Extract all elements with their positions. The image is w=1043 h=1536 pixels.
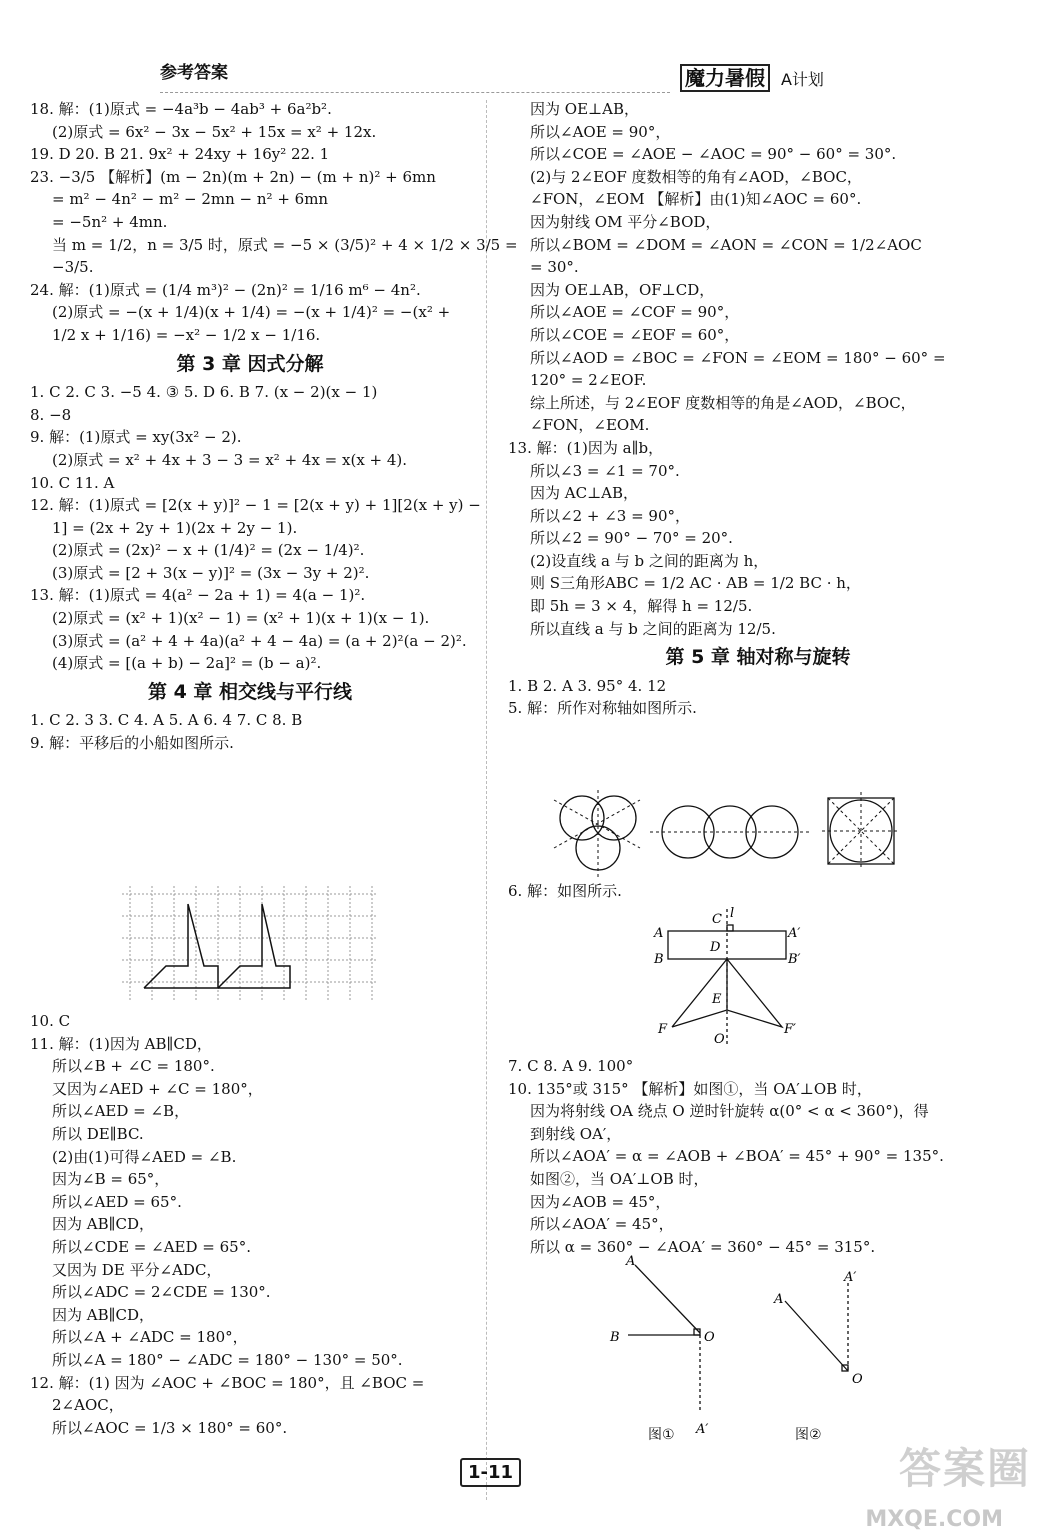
answer-line: 因为∠AOB = 45°，	[530, 1192, 671, 1211]
answer-line: ∠FON，∠EOM 【解析】由(1)知∠AOC = 60°.	[530, 190, 862, 209]
answer-line: 10. C	[30, 1012, 71, 1030]
answer-line: 又因为 DE 平分∠ADC，	[52, 1260, 222, 1279]
answer-line: 1/2 x + 1/16) = −x² − 1/2 x − 1/16.	[52, 325, 321, 344]
answer-line: 10. C 11. A	[30, 473, 115, 492]
chapter-heading: 第 3 章 因式分解	[176, 352, 324, 375]
brand-title: 魔力暑假	[680, 64, 770, 92]
answer-line: 因为 AC⊥AB，	[530, 484, 639, 503]
right-column-lower	[508, 1055, 1028, 1258]
answer-line: 所以∠AOE = ∠COF = 90°，	[530, 303, 740, 322]
answer-line: (2)原式 = x² + 4x + 3 − 3 = x² + 4x = x(x + 4).	[52, 450, 408, 469]
fig10-caption-2: 图②	[795, 1427, 822, 1443]
answer-line: 2∠AOC，	[52, 1396, 124, 1415]
answer-line: 13. 解：(1)原式 = 4(a² − 2a + 1) = 4(a − 1)².	[30, 586, 366, 605]
answer-line: (2)原式 = 6x² − 3x − 5x² + 15x = x² + 12x.	[52, 122, 377, 141]
chapter-heading: 第 5 章 轴对称与旋转	[665, 646, 851, 669]
answer-line: (2)设直线 a 与 b 之间的距离为 h，	[530, 551, 769, 570]
answer-line: 所以∠CDE = ∠AED = 65°.	[52, 1237, 251, 1256]
answer-line: 因为将射线 OA 绕点 O 逆时针旋转 α(0° < α < 360°)，得	[530, 1102, 929, 1121]
symmetry-axes-figure	[540, 790, 900, 880]
answer-line: ∠FON，∠EOM.	[530, 416, 650, 435]
fig6-label-B: B	[654, 952, 664, 967]
fig6-label-F: F	[658, 1022, 668, 1037]
answer-line: (2)由(1)可得∠AED = ∠B.	[52, 1147, 237, 1166]
fig10-label-O-2: O	[852, 1372, 863, 1387]
answer-line: 24. 解：(1)原式 = (1/4 m³)² − (2n)² = 1/16 m⁶ − 4n².	[30, 280, 421, 299]
answer-line: 18. 解：(1)原式 = −4a³b − 4ab³ + 6a²b².	[30, 100, 332, 118]
answer-line: 又因为∠AED + ∠C = 180°，	[52, 1079, 263, 1098]
answer-line: 因为 AB∥CD，	[52, 1305, 155, 1324]
fig6-label-E: E	[712, 992, 722, 1007]
fig10-label-A-1: A	[626, 1255, 636, 1269]
fig6-label-O: O	[714, 1032, 725, 1047]
right-column-q6	[508, 880, 1008, 903]
answer-line: 因为 AB∥CD，	[52, 1215, 155, 1234]
answer-line: 所以∠2 = 90° − 70° = 20°.	[530, 529, 733, 548]
answer-line: 所以直线 a 与 b 之间的距离为 12/5.	[530, 619, 776, 638]
answer-line: 所以∠COE = ∠AOE − ∠AOC = 90° − 60° = 30°.	[530, 145, 897, 164]
answer-line: 12. 解：(1) 因为 ∠AOC + ∠BOC = 180°，且 ∠BOC =	[30, 1373, 425, 1392]
answer-line: 所以∠BOM = ∠DOM = ∠AON = ∠CON = 1/2∠AOC	[530, 235, 922, 254]
answer-line: = −5n² + 4mn.	[52, 212, 168, 231]
answer-line: (2)原式 = (2x)² − x + (1/4)² = (2x − 1/4)².	[52, 541, 365, 560]
translated-boat-figure	[120, 884, 380, 1004]
answer-line: 11. 解：(1)因为 AB∥CD，	[30, 1034, 212, 1053]
answer-line: 23. −3/5 【解析】(m − 2n)(m + 2n) − (m + n)² + 6mn	[30, 167, 436, 186]
answer-line: 所以 DE∥BC.	[52, 1124, 144, 1143]
left-column	[30, 98, 518, 755]
answer-line: 120° = 2∠EOF.	[530, 371, 647, 390]
answer-line: 因为∠B = 65°，	[52, 1170, 170, 1189]
answer-line: 所以∠B + ∠C = 180°.	[52, 1057, 215, 1076]
answer-line: 8. −8	[30, 405, 72, 424]
answer-line: (4)原式 = [(a + b) − 2a]² = (b − a)².	[52, 654, 322, 673]
answer-line: 所以∠AOE = 90°，	[530, 122, 671, 141]
answer-line: 7. C 8. A 9. 100°	[508, 1057, 634, 1075]
answer-line: 当 m = 1/2，n = 3/5 时，原式 = −5 × (3/5)² + 4 × 1/2 × 3/5 =	[52, 235, 518, 254]
answer-line: 所以∠2 + ∠3 = 90°，	[530, 506, 691, 525]
left-column-lower	[30, 1010, 470, 1439]
fig10-label-O-1: O	[704, 1330, 715, 1345]
answer-line: 如图②，当 OA′⊥OB 时，	[530, 1169, 709, 1188]
fig10-label-A-prime-1: A′	[696, 1422, 709, 1437]
answer-line: 所以∠AOA′ = 45°，	[530, 1215, 674, 1234]
fig6-label-D: D	[710, 940, 721, 955]
answer-line: = m² − 4n² − m² − 2mn − n² + 6mn	[52, 190, 329, 209]
answer-line: 即 5h = 3 × 4，解得 h = 12/5.	[530, 597, 753, 616]
answer-line: 1. C 2. 3 3. C 4. A 5. A 6. 4 7. C 8. B	[30, 711, 303, 730]
fig6-label-A-prime: A′	[788, 926, 801, 941]
answer-line: 10. 135°或 315° 【解析】如图①，当 OA′⊥OB 时，	[508, 1079, 872, 1098]
answer-line: 所以∠ADC = 2∠CDE = 130°.	[52, 1283, 271, 1302]
rotation-figures	[600, 1255, 880, 1445]
fig6-label-C: C	[712, 912, 722, 927]
answer-line: −3/5.	[52, 258, 94, 277]
answer-line: 因为 OE⊥AB，	[530, 100, 639, 118]
answer-line: 12. 解：(1)原式 = [2(x + y)]² − 1 = [2(x + y) + 1][2(x + y) −	[30, 496, 481, 515]
answer-line: 所以∠AED = ∠B，	[52, 1102, 190, 1121]
answer-line: 所以∠AOA′ = α = ∠AOB + ∠BOA′ = 45° + 90° = 135°.	[530, 1147, 944, 1166]
answer-line: = 30°.	[530, 258, 579, 277]
answer-line: 则 S三角形ABC = 1/2 AC · AB = 1/2 BC · h，	[530, 574, 861, 593]
header-brand	[680, 62, 824, 91]
column-divider	[486, 100, 487, 1500]
answer-line: 所以∠AOC = 1/3 × 180° = 60°.	[52, 1418, 288, 1437]
header-rule	[160, 92, 670, 93]
answer-line: 所以∠3 = ∠1 = 70°.	[530, 461, 680, 480]
answer-line: 9. 解：(1)原式 = xy(3x² − 2).	[30, 428, 242, 447]
answer-line: 所以∠COE = ∠EOF = 60°，	[530, 325, 740, 344]
reflection-figure	[640, 905, 820, 1050]
fig6-label-A: A	[654, 926, 664, 941]
fig10-caption-1: 图①	[648, 1427, 675, 1443]
answer-line: 所以∠A + ∠ADC = 180°，	[52, 1328, 248, 1347]
answer-line: 综上所述，与 2∠EOF 度数相等的角是∠AOD，∠BOC，	[530, 393, 916, 412]
answer-line: 9. 解：平移后的小船如图所示.	[30, 734, 234, 753]
answer-line: 所以∠AED = 65°.	[52, 1192, 182, 1211]
answer-line: 1. C 2. C 3. −5 4. ③ 5. D 6. B 7. (x − 2)(x − 1)	[30, 383, 378, 402]
fig10-label-A-prime-2: A′	[844, 1270, 857, 1285]
answer-line: 所以 α = 360° − ∠AOA′ = 360° − 45° = 315°.	[530, 1237, 876, 1256]
fig6-label-F-prime: F′	[784, 1022, 796, 1037]
answer-line: 13. 解：(1)因为 a∥b，	[508, 438, 664, 457]
answer-line: 所以∠AOD = ∠BOC = ∠FON = ∠EOM = 180° − 60° =	[530, 348, 946, 367]
fig10-label-A-2: A	[774, 1292, 784, 1307]
answer-line: 所以∠A = 180° − ∠ADC = 180° − 130° = 50°.	[52, 1350, 403, 1369]
answer-line: 1] = (2x + 2y + 1)(2x + 2y − 1).	[52, 518, 298, 537]
answer-line: 因为射线 OM 平分∠BOD，	[530, 212, 721, 231]
answer-line: (3)原式 = [2 + 3(x − y)]² = (3x − 3y + 2)².	[52, 563, 370, 582]
answer-line: (3)原式 = (a² + 4 + 4a)(a² + 4 − 4a) = (a + 2)²(a − 2)².	[52, 631, 467, 650]
brand-sub: A计划	[780, 70, 824, 89]
chapter-heading: 第 4 章 相交线与平行线	[147, 680, 353, 703]
answer-line: 因为 OE⊥AB，OF⊥CD，	[530, 280, 715, 299]
right-column	[508, 98, 1008, 720]
fig6-label-B-prime: B′	[788, 952, 801, 967]
fig10-label-B: B	[610, 1330, 620, 1345]
answer-line: (2)原式 = −(x + 1/4)(x + 1/4) = −(x + 1/4)² = −(x² +	[52, 303, 451, 322]
page-number: 1-11	[460, 1458, 521, 1487]
answer-line: 到射线 OA′，	[530, 1124, 622, 1143]
answer-line: (2)与 2∠EOF 度数相等的角有∠AOD，∠BOC，	[530, 167, 862, 186]
answer-line: 6. 解：如图所示.	[508, 882, 622, 900]
header-left: 参考答案	[160, 63, 228, 83]
watermark-logo: 答案圈	[898, 1444, 1031, 1493]
answer-line: (2)原式 = (x² + 1)(x² − 1) = (x² + 1)(x + 1)(x − 1).	[52, 609, 430, 628]
watermark-url: MXQE.COM	[865, 1507, 1003, 1532]
answer-line: 1. B 2. A 3. 95° 4. 12	[508, 676, 667, 695]
fig6-label-l: l	[730, 906, 735, 921]
answer-line: 19. D 20. B 21. 9x² + 24xy + 16y² 22. 1	[30, 145, 330, 164]
answer-line: 5. 解：所作对称轴如图所示.	[508, 699, 697, 718]
